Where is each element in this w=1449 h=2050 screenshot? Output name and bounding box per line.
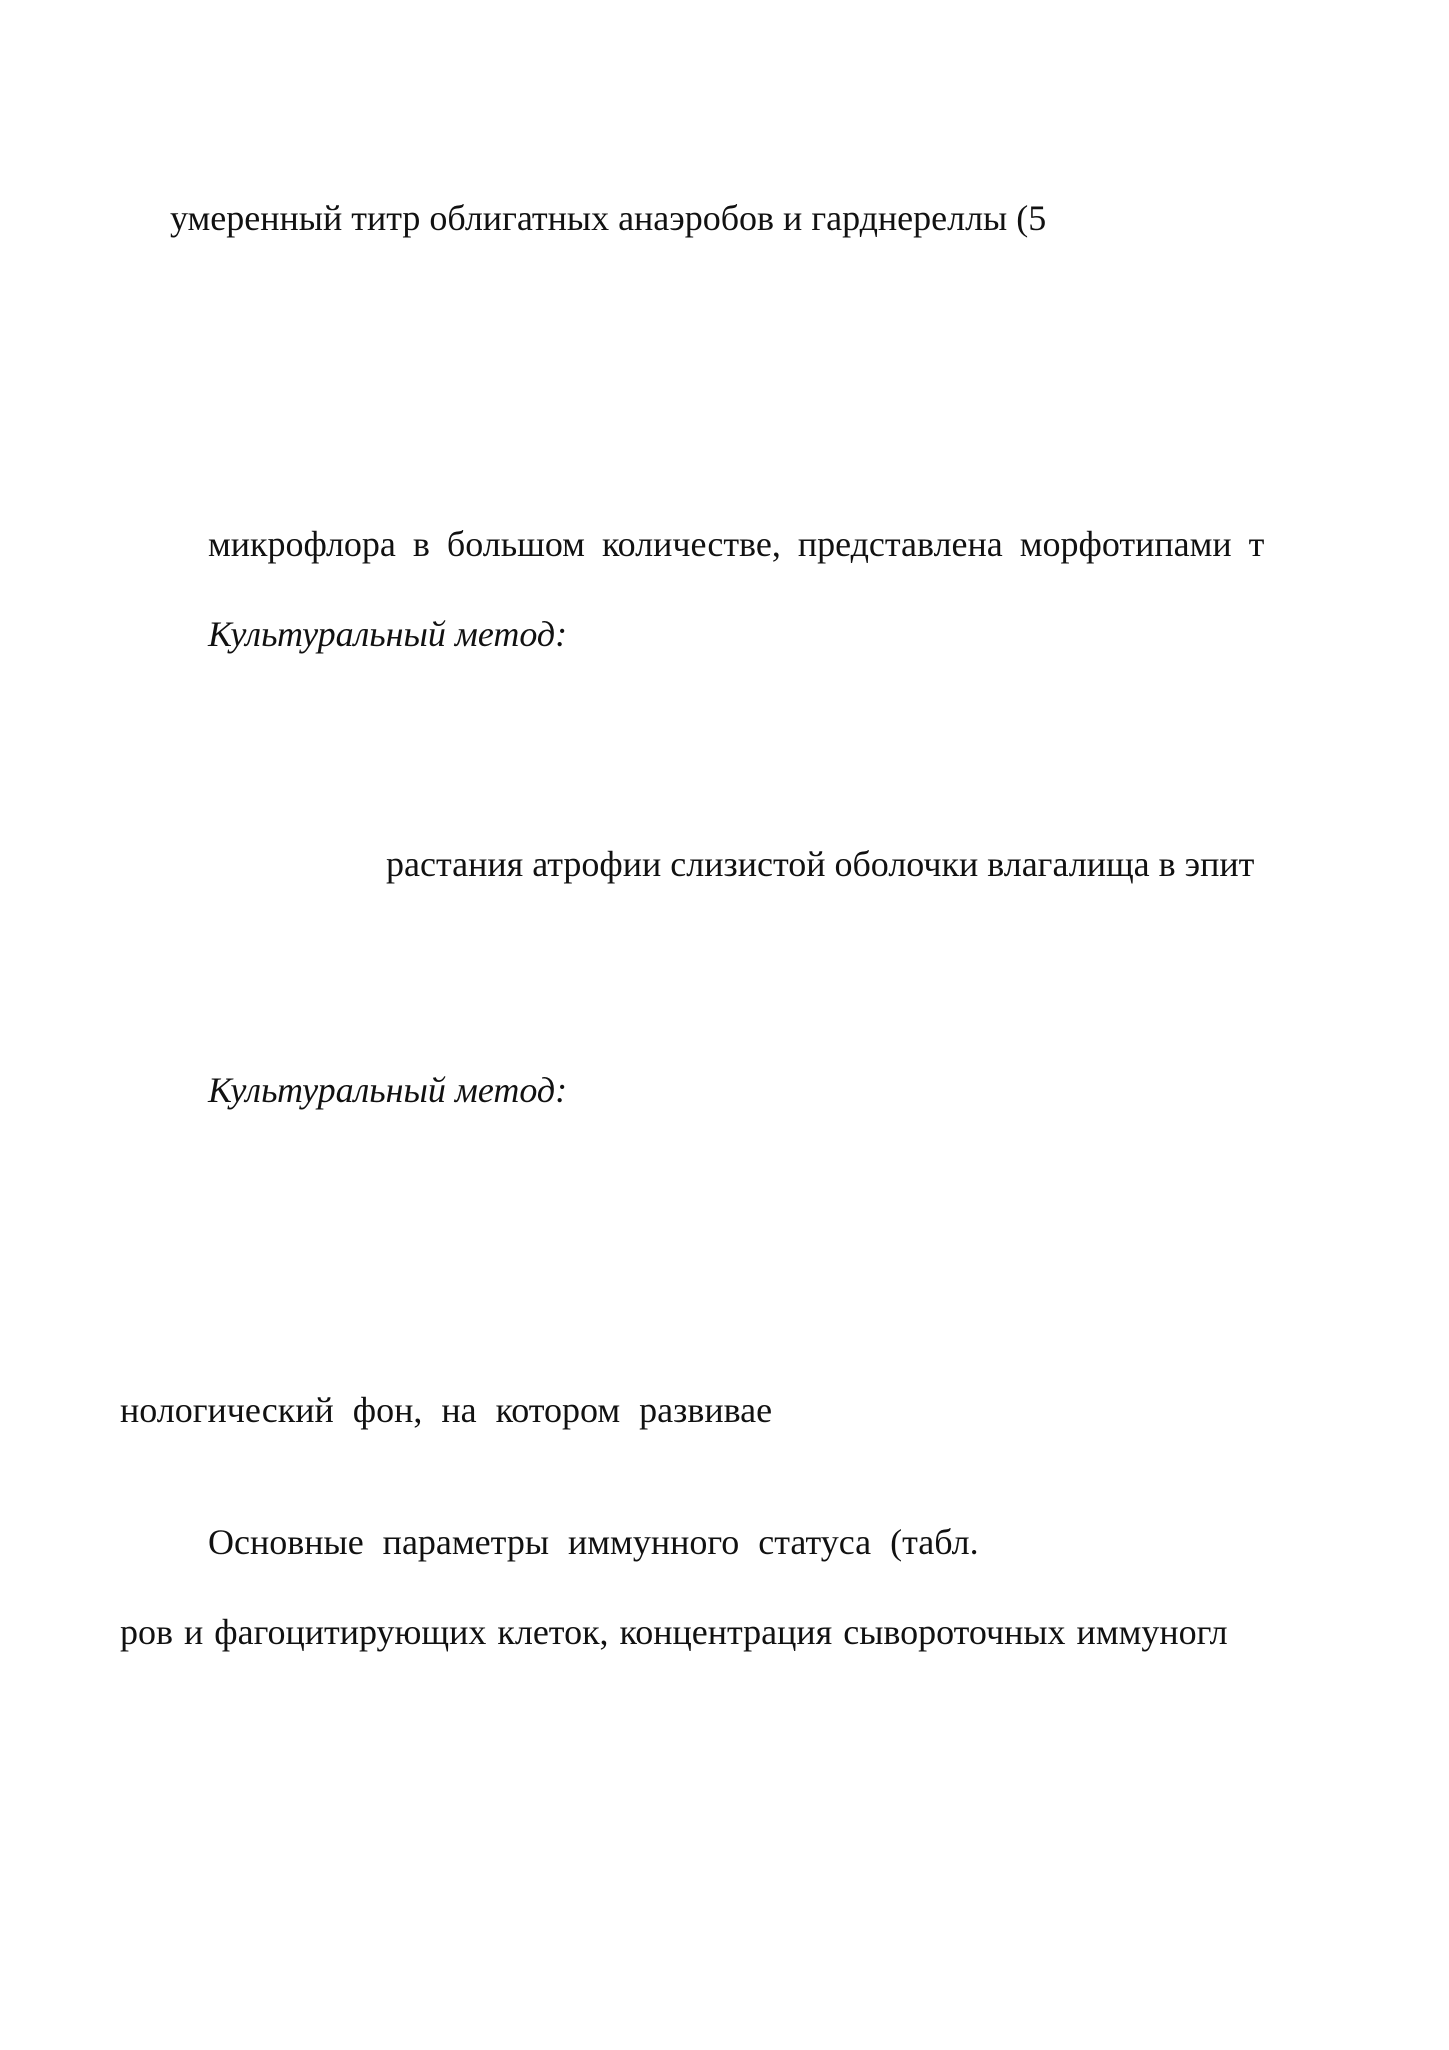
text-line: Основные параметры иммунного статуса (табл. <box>208 1522 979 1562</box>
text-line: нологический фон, на котором развивае <box>120 1390 773 1430</box>
text-line: микрофлора в большом количестве, представлена морфотипами т <box>208 524 1265 564</box>
text-line: ров и фагоцитирующих клеток, концентрация сывороточных иммуногл <box>120 1612 1228 1652</box>
section-heading: Культуральный метод: <box>208 614 568 654</box>
section-heading: Культуральный метод: <box>208 1070 568 1110</box>
text-line: умеренный титр облигатных анаэробов и гарднереллы (5 <box>170 198 1047 238</box>
text-line: растания атрофии слизистой оболочки влагалища в эпит <box>386 844 1255 884</box>
